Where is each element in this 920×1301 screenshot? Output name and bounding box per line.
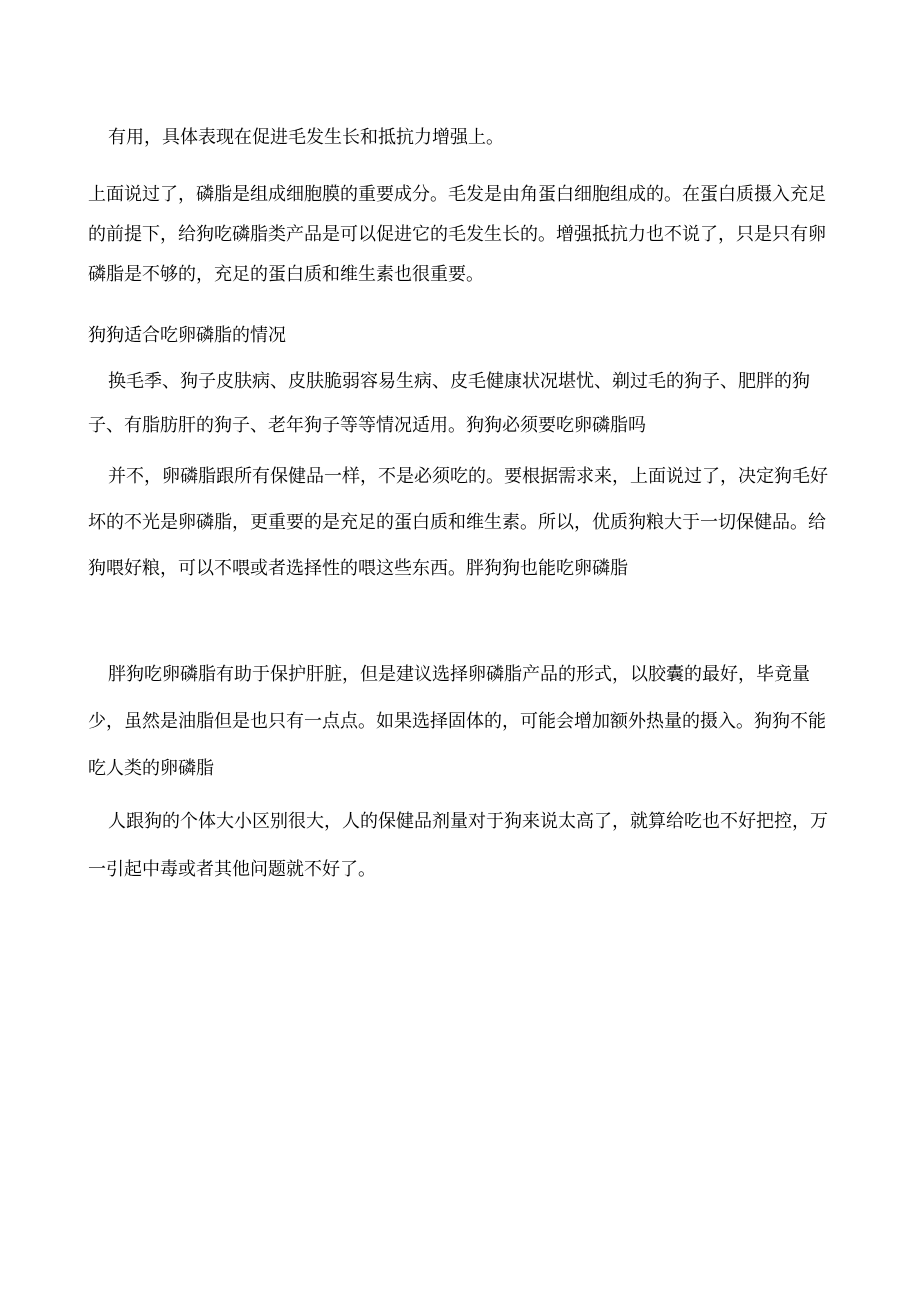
paragraph-human-lecithin: 人跟狗的个体大小区别很大，人的保健品剂量对于狗来说太高了，就算给吃也不好把控，万一引起中毒或者其他问题就不好了。 [88,811,828,880]
paragraph-phospholipid-explanation: 上面说过了，磷脂是组成细胞膜的重要成分。毛发是由角蛋白细胞组成的。在蛋白质摄入充足的前提下，给狗吃磷脂类产品是可以促进它的毛发生长的。增强抵抗力也不说了，只是只有卵磷脂是不够的，充足的蛋白质和维生素也很重要。 [88,184,826,285]
paragraph-not-necessary: 并不，卵磷脂跟所有保健品一样，不是必须吃的。要根据需求来，上面说过了，决定狗毛好坏的不光是卵磷脂，更重要的是充足的蛋白质和维生素。所以，优质狗粮大于一切保健品。给狗喂好粮，可以不喂或者选择性的喂这些东西。胖狗狗也能吃卵磷脂 [88,466,828,579]
paragraph-fat-dogs: 胖狗吃卵磷脂有助于保护肝脏，但是建议选择卵磷脂产品的形式，以胶囊的最好，毕竟量少，虽然是油脂但是也只有一点点。如果选择固体的，可能会增加额外热量的摄入。狗狗不能吃人类的卵磷脂 [88,664,826,779]
section-heading-suitable-cases: 狗狗适合吃卵磷脂的情况 [88,325,286,346]
paragraph-suitable-cases: 换毛季、狗子皮肤病、皮肤脆弱容易生病、皮毛健康状况堪忧、剃过毛的狗子、肥胖的狗子、有脂肪肝的狗子、老年狗子等等情况适用。狗狗必须要吃卵磷脂吗 [88,371,810,436]
paragraph-benefits-intro: 有用，具体表现在促进毛发生长和抵抗力增强上。 [108,127,504,148]
